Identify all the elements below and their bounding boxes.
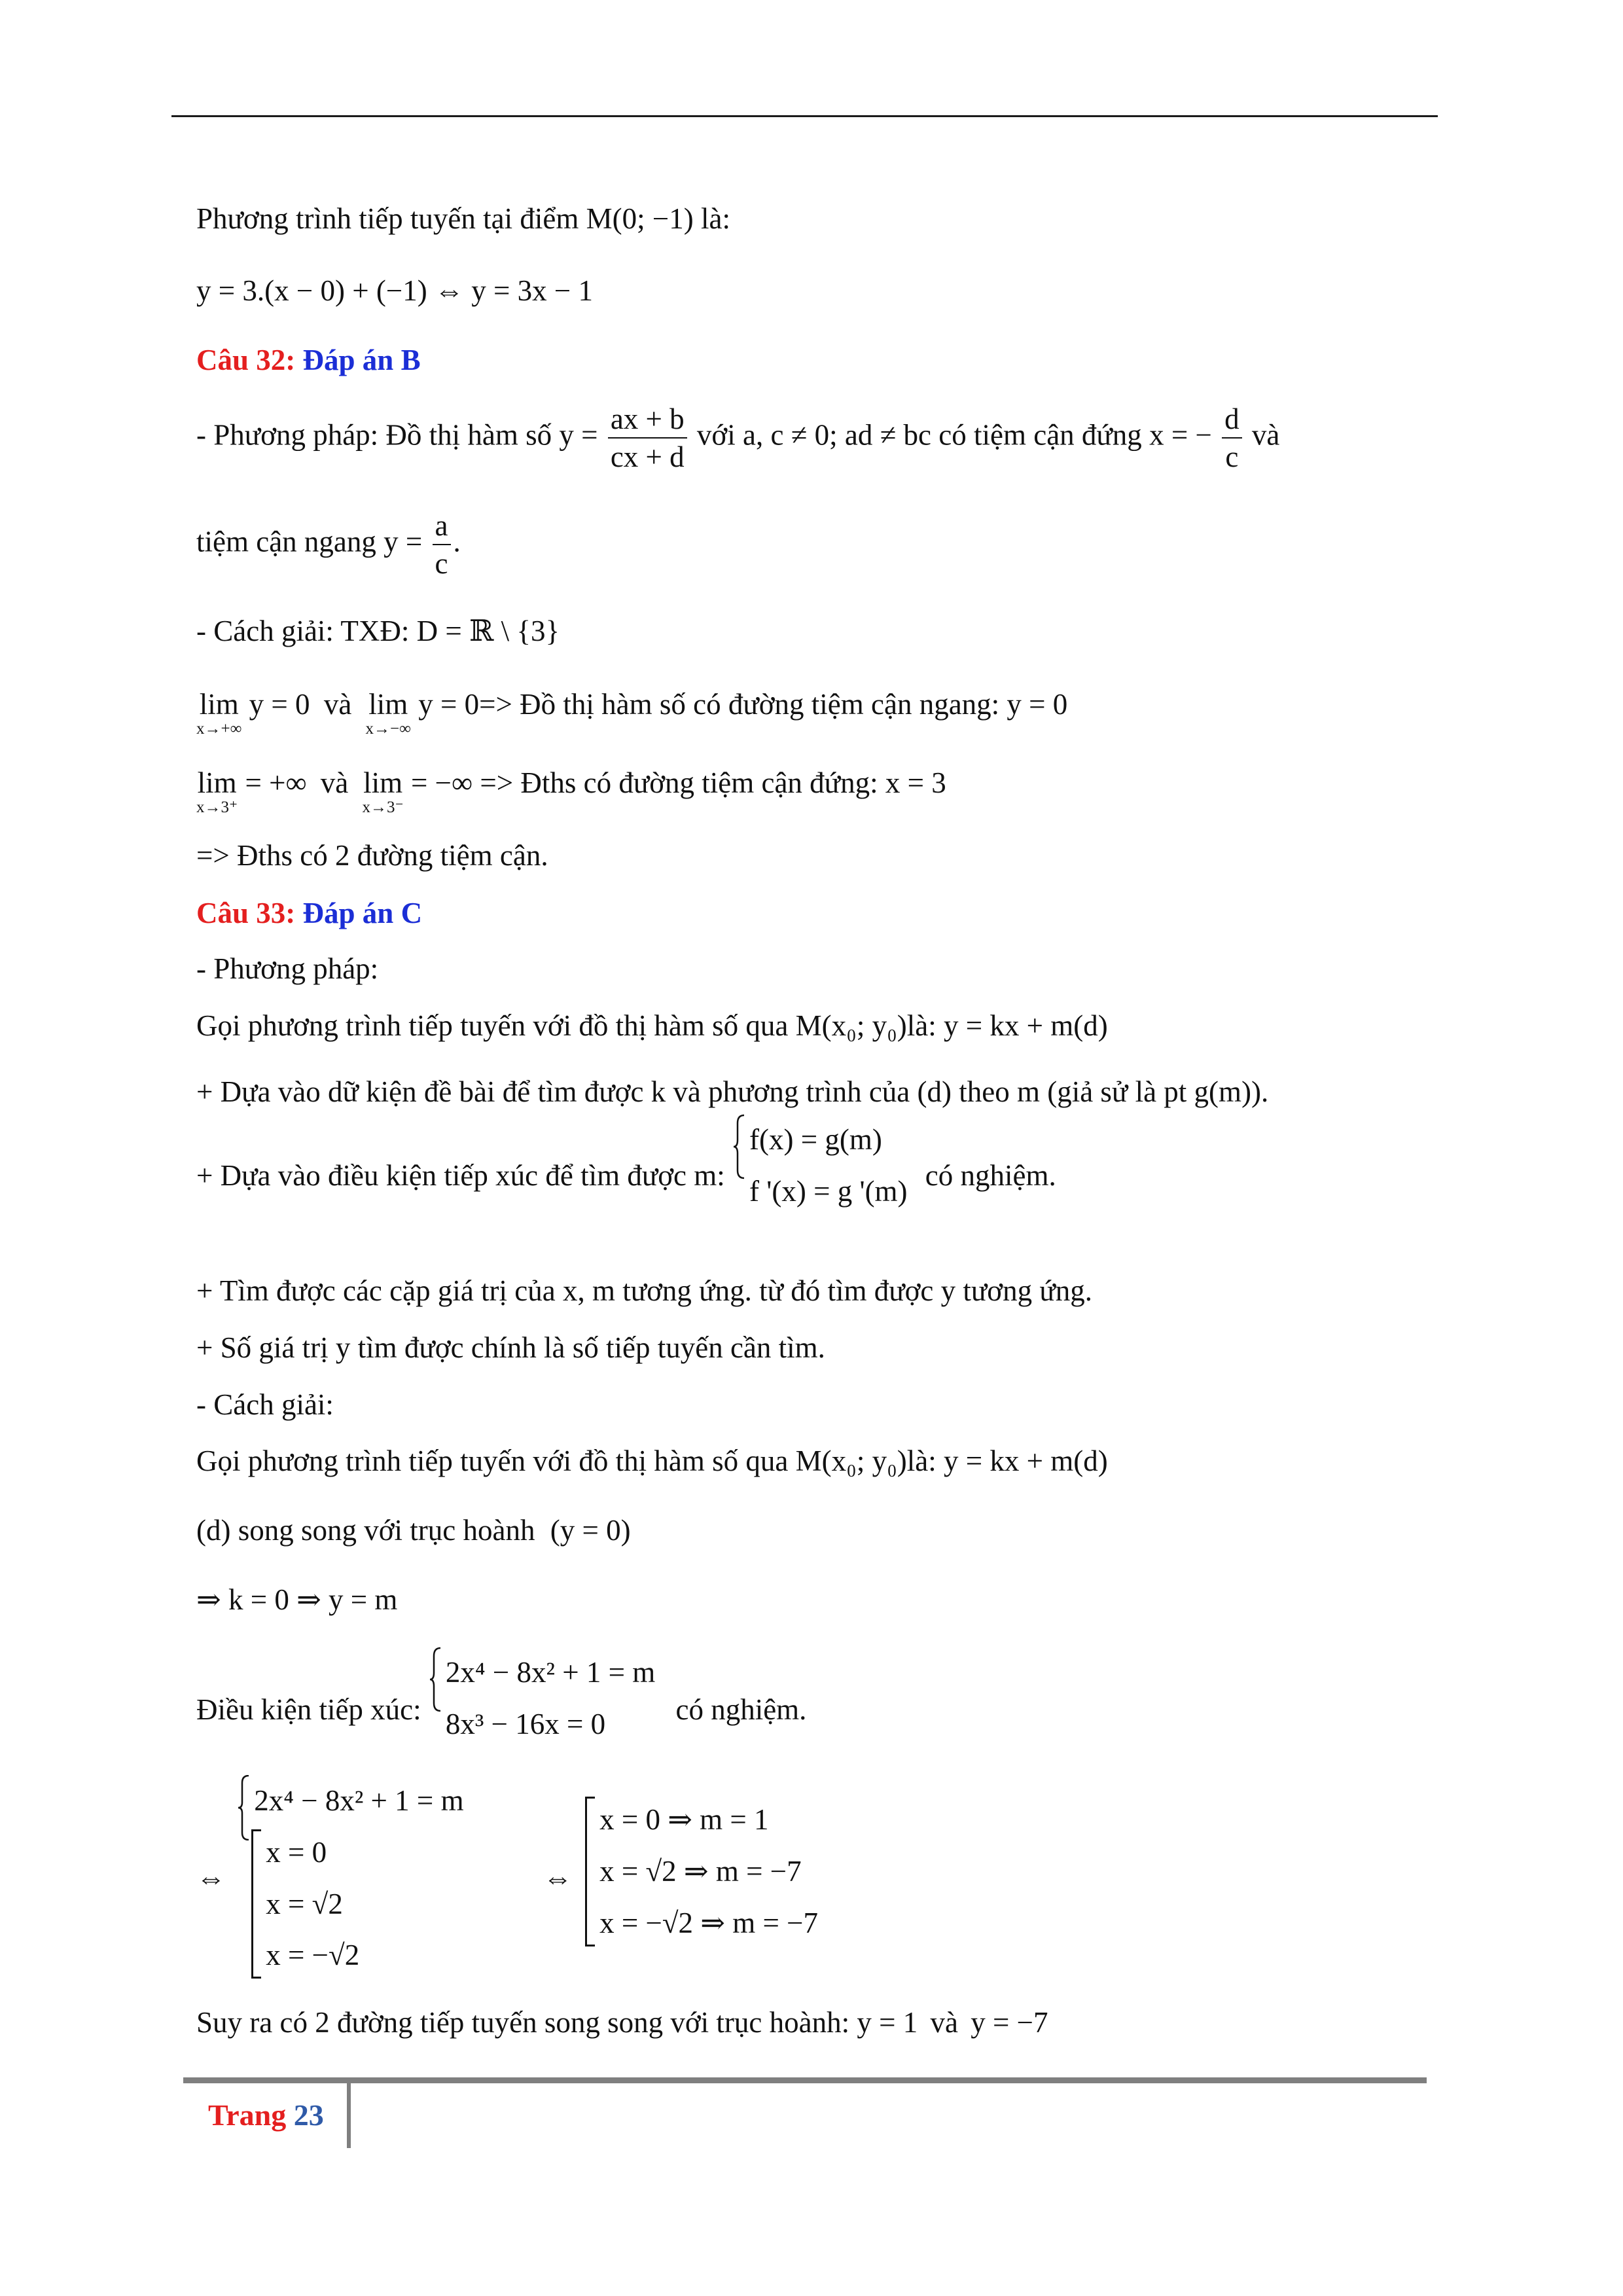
- page-number: 23: [293, 2098, 324, 2132]
- q32-y-eq: y =: [559, 418, 598, 452]
- q32-c: c: [1225, 440, 1239, 474]
- lim3-val: = +∞: [245, 766, 307, 799]
- q32-vert-eq: x = 3: [885, 766, 946, 799]
- q33-method: - Phương pháp:: [196, 952, 379, 985]
- lim-word: lim: [363, 766, 403, 799]
- q33-sys4-r2: x = √2 ⇒ m = −7: [599, 1855, 802, 1888]
- q33-system1: [732, 1114, 908, 1217]
- page-footer: [208, 2098, 324, 2132]
- q32-condition: với a, c ≠ 0; ad ≠ bc: [696, 418, 932, 452]
- q33-has-solution: có nghiệm.: [925, 1159, 1056, 1193]
- q33-point2: M(x₀; y₀): [795, 1444, 907, 1477]
- q33-conclusion: [196, 2008, 1048, 2037]
- q33-sys3-b1: x = 0: [266, 1835, 327, 1869]
- q33-point: M(x₀; y₀): [795, 1009, 907, 1042]
- tangent-equation: y = 3.(x − 0) + (−1) ⇔ y = 3x − 1: [196, 274, 593, 307]
- q32-fraction-den: cx + d: [610, 440, 685, 474]
- lim1-val: y = 0: [249, 688, 310, 721]
- q33-line2-text: Gọi phương trình tiếp tuyến với đồ thị hàm số qua: [196, 1444, 789, 1477]
- q32-vert-conclusion: => Đths có đường tiệm cận đứng:: [480, 766, 878, 799]
- q32-limits-vertical: [196, 768, 946, 816]
- q32-and3: và: [320, 766, 349, 799]
- q32-lim2: [366, 690, 411, 737]
- lim2-sub: x→−∞: [365, 720, 411, 738]
- q33-line1: [196, 1011, 1108, 1041]
- q33-and: và: [930, 2006, 958, 2039]
- q33-parallel: [196, 1516, 631, 1545]
- q33-step1: + Dựa vào dữ kiện đề bài để tìm được k và phương trình của (d) theo m (giả sử là pt g(m)).: [196, 1075, 1269, 1108]
- q33-system4: [585, 1794, 818, 1948]
- lim1-sub: x→+∞: [196, 720, 242, 738]
- q33-condition-line: [196, 1656, 807, 1750]
- q32-vert-text: có tiệm cận đứng: [938, 418, 1142, 452]
- lim-word: lim: [197, 766, 237, 799]
- brace-icon: [732, 1114, 747, 1179]
- q33-step4: + Số giá trị y tìm được chính là số tiếp tuyến cần tìm.: [196, 1331, 825, 1364]
- q32-d: d: [1222, 401, 1242, 439]
- q32-method-line: [196, 401, 1279, 476]
- footer-rule: [183, 2077, 1427, 2083]
- q32-dc-fraction: [1222, 401, 1242, 476]
- lim-word: lim: [368, 688, 408, 721]
- bracket-icon: [585, 1797, 595, 1946]
- q32-horizontal-line: [196, 507, 461, 583]
- footer-divider: [347, 2077, 351, 2148]
- q33-line1-text: Gọi phương trình tiếp tuyến với đồ thị hàm số qua: [196, 1009, 789, 1042]
- q32-answer: Đáp án B: [302, 344, 421, 376]
- q32-fraction: [608, 401, 687, 476]
- q32-heading: [196, 346, 421, 375]
- intro-text: Phương trình tiếp tuyến tại điểm: [196, 202, 579, 235]
- brace-icon: [237, 1775, 251, 1840]
- q32-final: => Đths có 2 đường tiệm cận.: [196, 839, 548, 872]
- q32-fraction-num: ax + b: [608, 401, 687, 439]
- q32-and2: và: [323, 688, 352, 721]
- q32-dot: .: [453, 525, 461, 558]
- q33-line1-eq: y = kx + m(d): [944, 1009, 1108, 1042]
- q33-sys3-bracket: [251, 1827, 463, 1981]
- q33-line2: [196, 1446, 1108, 1476]
- q33-solution: - Cách giải:: [196, 1388, 334, 1421]
- q33-answer: Đáp án C: [302, 897, 423, 929]
- q33-system3: [237, 1775, 463, 1981]
- q33-implies: ⇒ k = 0 ⇒ y = m: [196, 1583, 398, 1616]
- equiv-symbol-1: ⇔: [196, 1861, 226, 1894]
- q33-conclusion-text: Suy ra có 2 đường tiếp tuyến song song với trục hoành:: [196, 2006, 850, 2039]
- q33-step3: + Tìm được các cặp giá trị của x, m tương ứng. từ đó tìm được y tương ứng.: [196, 1274, 1092, 1307]
- lim4-val: = −∞: [410, 766, 473, 799]
- q32-domain-line: [196, 617, 560, 646]
- q32-x-eq: x = −: [1149, 418, 1212, 452]
- equiv-symbol-2: ⇔: [543, 1861, 573, 1894]
- lim4-sub: x→3⁻: [362, 798, 404, 816]
- q32-ac-fraction: [433, 507, 451, 583]
- q33-equiv-block: [196, 1775, 818, 1981]
- intro-point: M(0; −1): [586, 202, 694, 235]
- q33-sys1-row1: f(x) = g(m): [749, 1123, 882, 1156]
- q32-domain: D = ℝ \ {3}: [416, 615, 560, 647]
- q32-horiz-conclusion: => Đồ thị hàm số có đường tiệm cận ngang:: [479, 688, 1000, 721]
- q33-sys2-row2: 8x³ − 16x = 0: [445, 1707, 606, 1740]
- q33-sys1-row2: f '(x) = g '(m): [749, 1174, 908, 1208]
- lim2-val: y = 0: [418, 688, 480, 721]
- q33-sys4-r3: x = −√2 ⇒ m = −7: [599, 1906, 818, 1939]
- q32-limits-horizontal: [196, 690, 1067, 737]
- q33-la: là:: [906, 1009, 936, 1042]
- q32-a: a: [433, 507, 451, 545]
- q33-sys3-b2: x = √2: [266, 1887, 343, 1920]
- q32-y-eq2: y =: [383, 525, 423, 558]
- q32-label: Câu 32:: [196, 344, 296, 376]
- q32-domain-text: - Cách giải: TXĐ:: [196, 615, 410, 647]
- q33-sys2-row1: 2x⁴ − 8x² + 1 = m: [445, 1656, 656, 1689]
- q32-horiz-eq: y = 0: [1007, 688, 1068, 721]
- q33-sys3-b3: x = −√2: [266, 1939, 360, 1972]
- header-rule: [171, 115, 1438, 117]
- q32-lim4: [363, 768, 404, 816]
- q32-lim3: [196, 768, 238, 816]
- footer-word: Trang: [208, 2098, 287, 2132]
- q33-ans1: y = 1: [857, 2006, 918, 2039]
- brace-icon: [429, 1647, 443, 1712]
- q32-and: và: [1251, 418, 1280, 452]
- q33-la2: là:: [906, 1444, 936, 1477]
- q32-horiz-text: tiệm cận ngang: [196, 525, 376, 558]
- q33-has-solution2: có nghiệm.: [675, 1693, 807, 1727]
- q33-step2-text: + Dựa vào điều kiện tiếp xúc để tìm được m:: [196, 1159, 725, 1193]
- q33-label: Câu 33:: [196, 897, 296, 929]
- lim-word: lim: [199, 688, 239, 721]
- q32-lim1: [196, 690, 241, 737]
- bracket-icon: [251, 1829, 261, 1979]
- intro-line: [196, 204, 730, 234]
- q33-parallel-text: (d) song song với trục hoành: [196, 1514, 535, 1547]
- lim3-sub: x→3⁺: [196, 798, 238, 816]
- q33-ans2: y = −7: [971, 2006, 1048, 2039]
- q32-c2: c: [435, 547, 448, 581]
- intro-suffix: là:: [701, 202, 730, 235]
- q33-cond-label: Điều kiện tiếp xúc:: [196, 1693, 421, 1727]
- q33-parallel-eq: (y = 0): [550, 1514, 631, 1547]
- q33-sys4-r1: x = 0 ⇒ m = 1: [599, 1803, 769, 1837]
- q33-system2: [429, 1647, 655, 1750]
- q33-line2-eq: y = kx + m(d): [944, 1444, 1108, 1477]
- q33-heading: [196, 899, 422, 928]
- q33-step2: [196, 1123, 1056, 1217]
- q32-method-text: - Phương pháp: Đồ thị hàm số: [196, 418, 552, 452]
- q33-sys3-row1: 2x⁴ − 8x² + 1 = m: [254, 1784, 464, 1817]
